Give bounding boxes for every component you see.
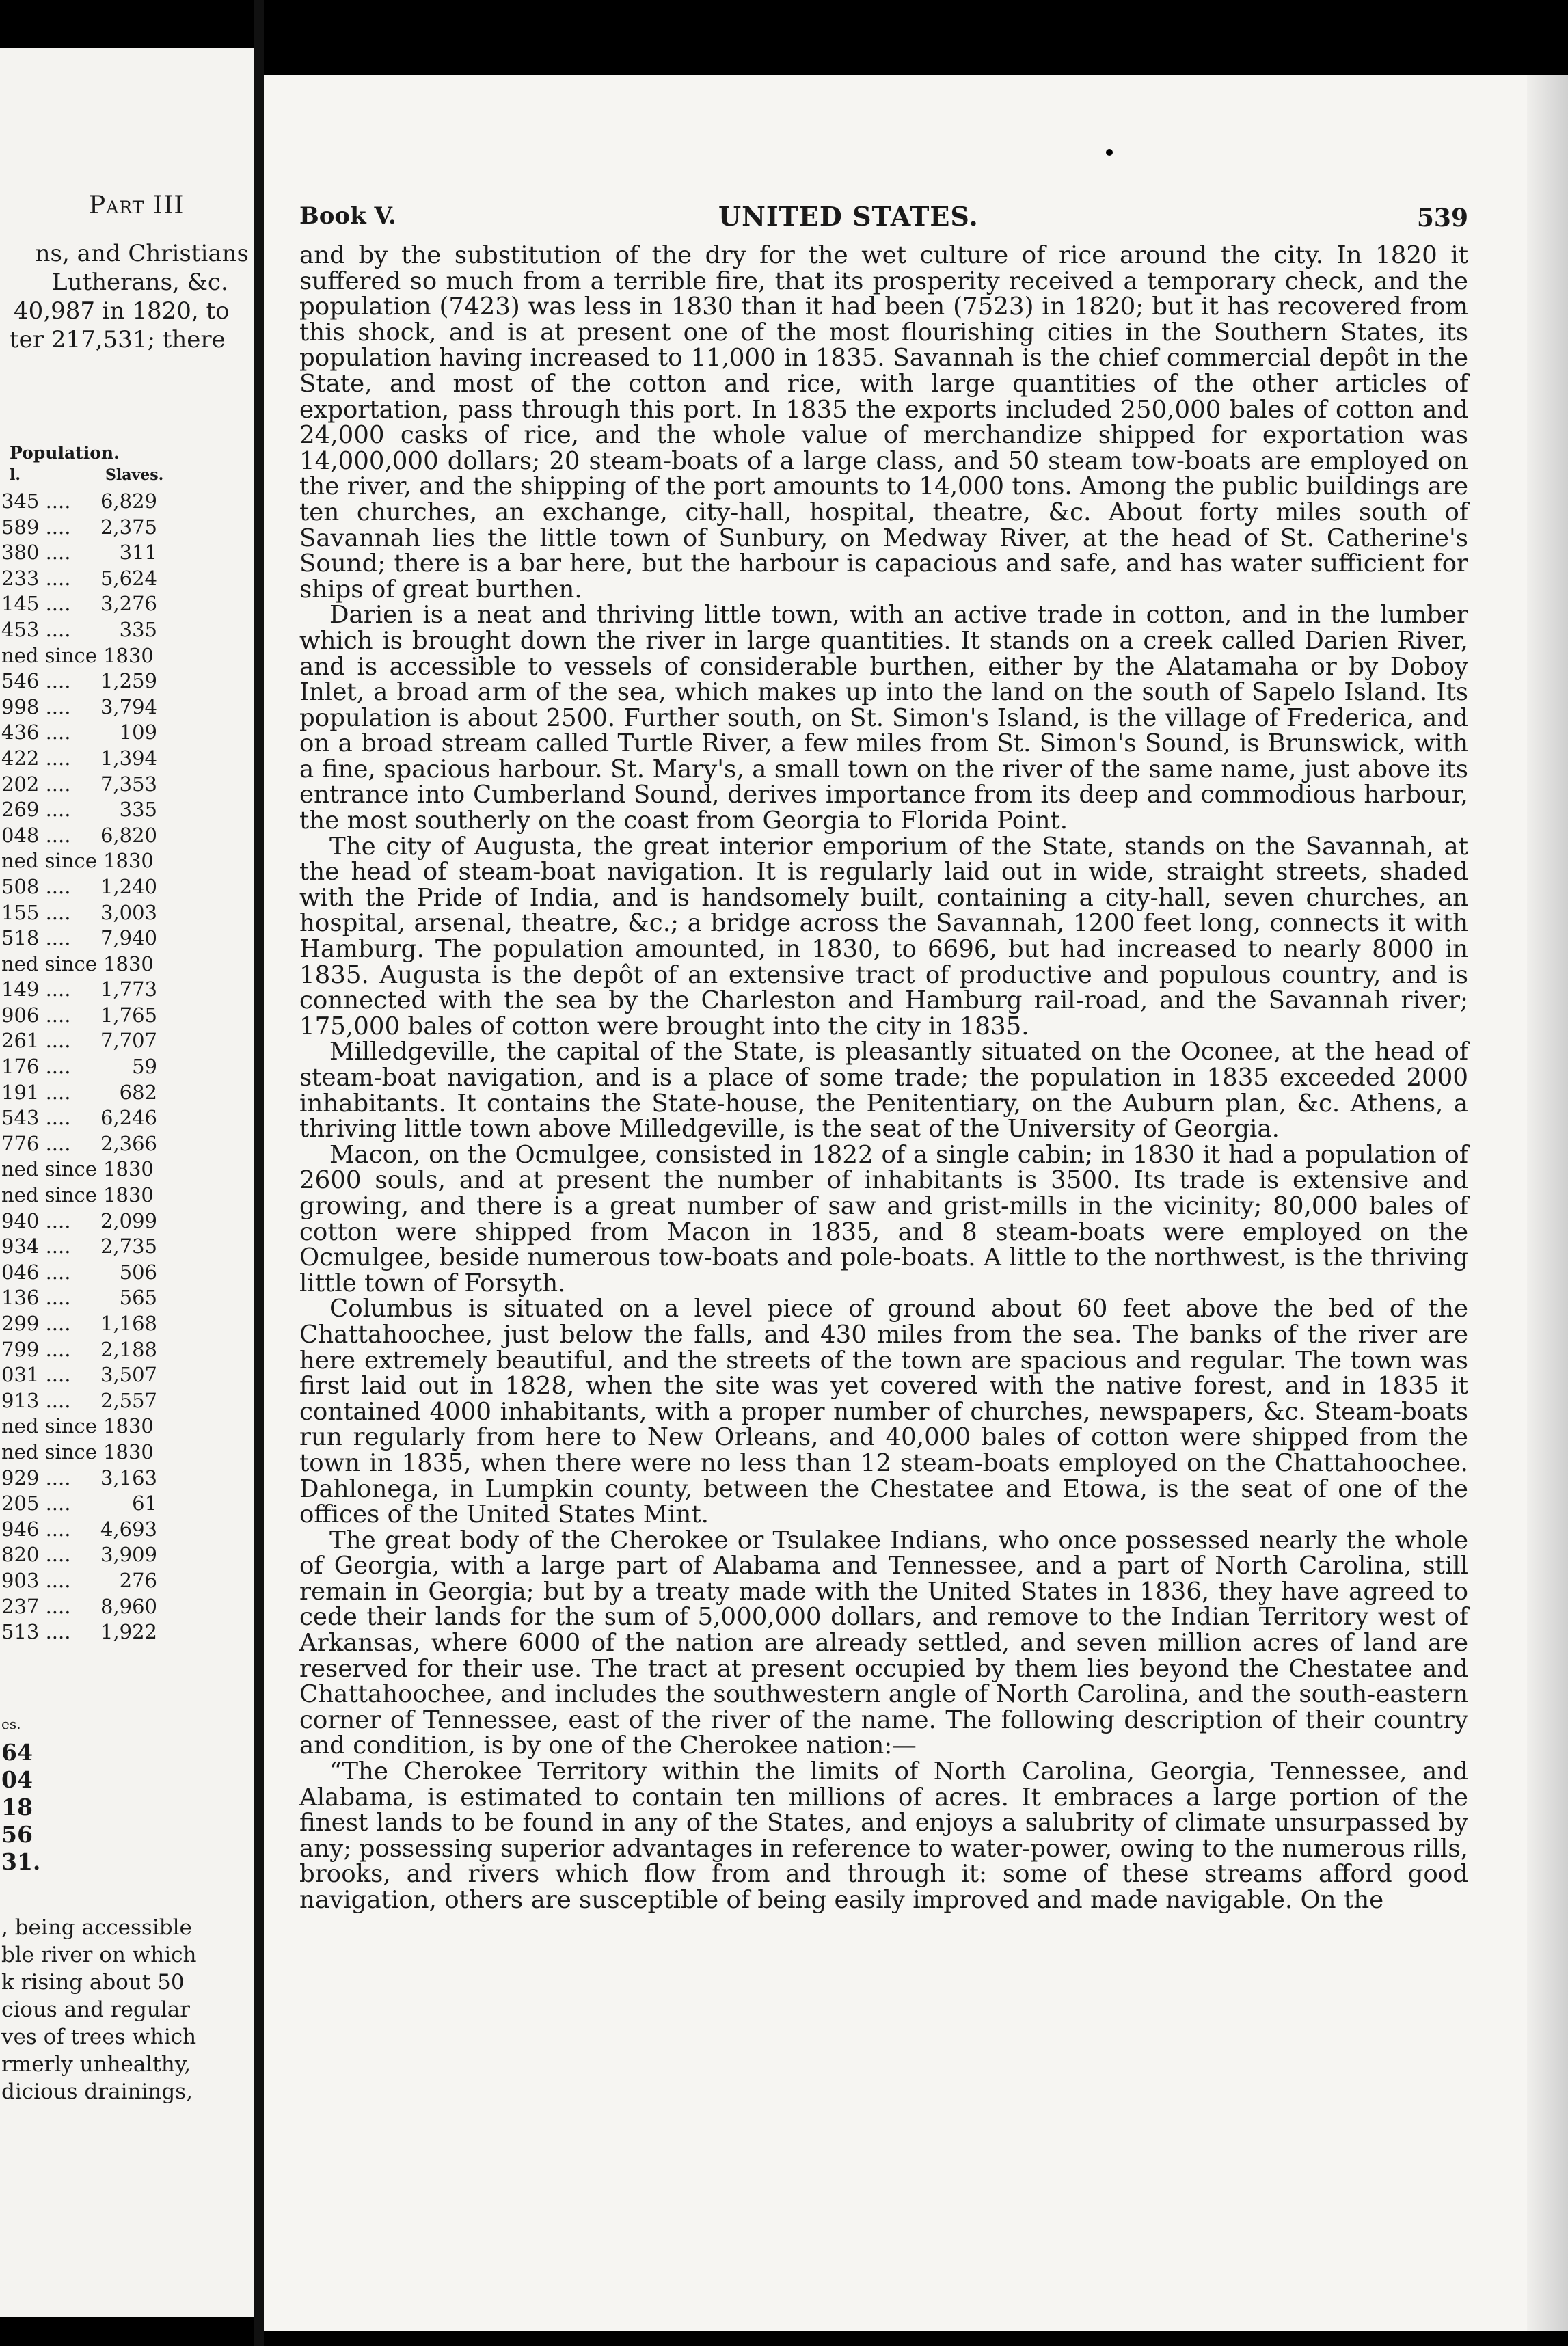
left-intro-line: ns, and Christians: [35, 240, 249, 267]
population-row: [1, 1414, 254, 1440]
population-row-label: 149 ....: [1, 978, 71, 1001]
population-row-label: 136 ....: [1, 1286, 71, 1310]
population-row-slaves: 335: [119, 617, 157, 641]
population-row: [1, 1388, 254, 1414]
population-row: [1, 591, 254, 617]
paragraph: The city of Augusta, the great interior emporium of the State, stands on the Savannah, at the head of steam-boat navigation. It is regularly laid out in wide, straight streets, shaded with the Pride of India, and is handsomely built, containing a city-hall, seven churches, an hospital, arsenal, theatre, &c.; a bridge across the Savannah, 1200 feet long, connects it with Hamburg. The population amounted, in 1830, to 6696, but had increased to nearly 8000 in 1835. Augusta is the depôt of an extensive tract of productive and populous country, and is connected with the sea by the Charleston and Hamburg rail-road, and the Savannah river; 175,000 bales of cotton were brought into the city in 1835.: [299, 832, 1468, 1040]
population-row-slaves: 3,003: [100, 900, 157, 924]
population-row-slaves: 5,624: [100, 566, 157, 590]
population-row-label: 436 ....: [1, 720, 71, 744]
figure-value: 56: [1, 1821, 33, 1848]
population-row-label: 145 ....: [1, 592, 71, 616]
population-row-label: 202 ....: [1, 772, 71, 796]
figure-value: 31.: [1, 1848, 41, 1875]
left-bottom-line: ble river on which: [1, 1943, 197, 1967]
population-row-slaves: 2,735: [100, 1235, 157, 1258]
population-row-label: 422 ....: [1, 746, 71, 770]
paragraph: The great body of the Cherokee or Tsulakee Indians, who once possessed nearly the whole of Georgia, with a large part of Alabama and Tennessee, and a part of North Carolina, still remain in Georgia; but by a treaty made with the United States in 1836, they have agreed to cede their lands for the sum of 5,000,000 dollars, and remove to the Indian Territory west of Arkansas, where 6000 of the nation are already settled, and seven million acres of land are reserved for their use. The tract at present occupied by them lies beyond the Chestatee and Chattahoochee, and includes the southwestern angle of North Carolina, and the south-eastern corner of Tennessee, east of the river of the name. The following description of their country and condition, is by one of the Cherokee nation:—: [299, 1526, 1468, 1760]
population-row-label: 205 ....: [1, 1492, 71, 1515]
population-row-label: 299 ....: [1, 1312, 71, 1335]
population-table-header: [10, 466, 242, 484]
population-row: [1, 977, 254, 1003]
left-intro-line: Lutherans, &c.: [52, 269, 228, 296]
population-row-slaves: 59: [132, 1055, 157, 1079]
population-row: [1, 1491, 254, 1517]
population-row-slaves: 3,276: [100, 592, 157, 616]
population-row: [1, 1183, 254, 1209]
population-row: [1, 1080, 254, 1106]
left-bottom-line: rmerly unhealthy,: [1, 2052, 191, 2077]
population-table: [1, 489, 254, 1645]
population-row-slaves: 4,693: [100, 1517, 157, 1541]
population-row: [1, 1466, 254, 1492]
left-figures: [1, 1716, 40, 1876]
population-row-label: 237 ....: [1, 1594, 71, 1618]
population-row: [1, 1131, 254, 1157]
population-row-label: 518 ....: [1, 926, 71, 950]
population-row-label: 799 ....: [1, 1337, 71, 1361]
population-row: [1, 1362, 254, 1388]
ink-speck: [1106, 149, 1113, 156]
paragraph: Milledgeville, the capital of the State, is pleasantly situated on the Oconee, at the head of steam-boat navigation, and is a place of some trade; the population in 1835 exceeded 2000 inhabitants. It contains the State-house, the Penitentiary, on the Auburn plan, &c. Athens, a thriving little town above Milledgeville, is the seat of the University of Georgia.: [299, 1038, 1468, 1144]
population-row-label: 155 ....: [1, 900, 71, 924]
population-row-slaves: 506: [119, 1260, 157, 1284]
population-row-label: 031 ....: [1, 1363, 71, 1387]
population-row: [1, 1260, 254, 1286]
population-row: [1, 1594, 254, 1620]
population-row: [1, 515, 254, 541]
population-row: [1, 540, 254, 566]
population-row: [1, 823, 254, 849]
population-row-label: 903 ....: [1, 1568, 71, 1592]
population-row: [1, 926, 254, 952]
population-row: [1, 746, 254, 772]
population-row-label: 543 ....: [1, 1106, 71, 1130]
population-row: [1, 617, 254, 643]
book-label: Book V.: [299, 202, 396, 230]
paragraph: “The Cherokee Territory within the limits of North Carolina, Georgia, Tennessee, and Alabama, is estimated to contain ten millions of acres. It embraces a large portion of the finest lands to be found in any of the States, and enjoys a salubrity of climate unsurpassed by any; possessing superior advantages in reference to water-power, owing to the numerous rills, brooks, and rivers which flow from and through it: some of these streams afford good navigation, others are susceptible of being easily improved and made navigable. On the: [299, 1757, 1468, 1914]
population-row: [1, 1234, 254, 1260]
population-row: [1, 720, 254, 746]
population-row: [1, 797, 254, 823]
population-row: [1, 1209, 254, 1235]
header-title: UNITED STATES.: [718, 201, 979, 232]
left-bottom-line: ves of trees which: [1, 2025, 197, 2049]
population-row-label: 589 ....: [1, 515, 71, 539]
main-page: [264, 75, 1568, 2331]
population-row: [1, 1619, 254, 1645]
population-row-slaves: 1,259: [100, 669, 157, 693]
population-row: [1, 874, 254, 900]
population-row: [1, 848, 254, 874]
population-row-label: 929 ....: [1, 1466, 71, 1489]
population-row: [1, 1285, 254, 1311]
population-row-label: 546 ....: [1, 669, 71, 693]
population-row-label: 820 ....: [1, 1543, 71, 1567]
left-bottom-line: cious and regular: [1, 1997, 191, 2022]
population-row-slaves: 565: [119, 1286, 157, 1310]
population-row-slaves: 7,353: [100, 772, 157, 796]
population-row-slaves: 109: [119, 720, 157, 744]
population-row-label: 048 ....: [1, 823, 71, 847]
left-bottom-text: [1, 1914, 254, 2105]
population-row: [1, 1568, 254, 1594]
population-row-label: 191 ....: [1, 1080, 71, 1104]
paragraph: Macon, on the Ocmulgee, consisted in 1822 of a single cabin; in 1830 it had a population of 2600 souls, and at present the number of inhabitants is 3500. Its trade is extensive and growing, and there is a great number of saw and grist-mills in the vicinity; 80,000 bales of cotton were shipped from Macon in 1835, and 8 steam-boats were employed on the Ocmulgee, beside numerous tow-boats and pole-boats. A little to the northwest, is the thriving little town of Forsyth.: [299, 1140, 1468, 1297]
population-row-slaves: 1,394: [100, 746, 157, 770]
population-row-slaves: 6,820: [100, 823, 157, 847]
population-row: [1, 1105, 254, 1131]
population-row-label: 934 ....: [1, 1235, 71, 1258]
population-row-slaves: 3,909: [100, 1543, 157, 1567]
population-row-label: ned since 1830: [1, 1440, 154, 1464]
population-row-slaves: 1,240: [100, 874, 157, 898]
population-row-slaves: 7,707: [100, 1029, 157, 1053]
left-intro-text: [10, 239, 249, 354]
page-number: 539: [1416, 204, 1468, 232]
population-row-slaves: 6,246: [100, 1106, 157, 1130]
population-row-slaves: 1,765: [100, 1003, 157, 1027]
population-row-slaves: 2,375: [100, 515, 157, 539]
population-row-slaves: 61: [132, 1492, 157, 1515]
population-row-slaves: 8,960: [100, 1594, 157, 1618]
population-row-slaves: 1,922: [100, 1620, 157, 1644]
population-row: [1, 1517, 254, 1543]
previous-page-fragment: [0, 48, 254, 2317]
population-row-label: 233 ....: [1, 566, 71, 590]
population-row-slaves: 1,773: [100, 978, 157, 1001]
paragraph: Columbus is situated on a level piece of ground about 60 feet above the bed of the Chattahoochee, just below the falls, and 430 miles from the sea. The banks of the river are here extremely beautiful, and the streets of the town are spacious and regular. The town was first laid out in 1828, when the site was yet covered with the native forest, and in 1835 it contained 4000 inhabitants, with a proper number of churches, newspapers, &c. Steam-boats run regularly from here to New Orleans, and 40,000 bales of cotton were shipped from the town in 1835, when there were no less than 12 steam-boats employed on the Chattahoochee. Dahlonega, in Lumpkin county, between the Chestatee and Etowa, is the seat of one of the offices of the United States Mint.: [299, 1295, 1468, 1529]
figure-value: 04: [1, 1766, 33, 1793]
population-row-label: 176 ....: [1, 1055, 71, 1079]
population-row: [1, 1311, 254, 1337]
left-intro-line: ter 217,531; there: [10, 326, 226, 353]
population-row-label: ned since 1830: [1, 952, 154, 975]
population-row-label: 380 ....: [1, 541, 71, 565]
running-header: [264, 197, 1468, 232]
population-row-label: 513 ....: [1, 1620, 71, 1644]
population-row: [1, 952, 254, 978]
population-row: [1, 643, 254, 669]
population-row-slaves: 3,163: [100, 1466, 157, 1489]
population-row-label: 998 ....: [1, 695, 71, 718]
population-row-slaves: 2,557: [100, 1388, 157, 1412]
population-row: [1, 695, 254, 720]
population-row: [1, 489, 254, 515]
population-row-label: ned since 1830: [1, 849, 154, 873]
population-row-label: ned since 1830: [1, 1414, 154, 1438]
population-row-slaves: 6,829: [100, 489, 157, 513]
population-row-slaves: 1,168: [100, 1312, 157, 1335]
population-row: [1, 1440, 254, 1466]
population-row: [1, 1003, 254, 1029]
population-row-slaves: 311: [119, 541, 157, 565]
population-row: [1, 772, 254, 798]
population-row-label: 261 ....: [1, 1029, 71, 1053]
population-row-slaves: 276: [119, 1568, 157, 1592]
population-row-slaves: 2,099: [100, 1209, 157, 1232]
population-row-slaves: 2,366: [100, 1131, 157, 1155]
population-row-label: 345 ....: [1, 489, 71, 513]
population-row-label: 508 ....: [1, 874, 71, 898]
left-running-header: Part III: [89, 191, 185, 219]
population-row-label: 046 ....: [1, 1260, 71, 1284]
figure-value: 64: [1, 1739, 33, 1766]
population-row-slaves: 3,794: [100, 695, 157, 718]
population-row: [1, 1337, 254, 1363]
population-row-label: 946 ....: [1, 1517, 71, 1541]
population-row: [1, 1157, 254, 1183]
left-bottom-line: k rising about 50: [1, 1970, 185, 1995]
population-row-slaves: 7,940: [100, 926, 157, 950]
left-intro-line: 40,987 in 1820, to: [14, 297, 230, 325]
figures-label: es.: [1, 1716, 21, 1732]
paragraph: Darien is a neat and thriving little town, with an active trade in cotton, and in the lumber which is brought down the river in large quantities. It stands on a creek called Darien River, and is accessible to vessels of considerable burthen, either by the Alatamaha or by Doboy Inlet, a broad arm of the sea, which makes up into the land on the south of Sapelo Island. Its population is about 2500. Further south, on St. Simon's Island, is the village of Frederica, and on a broad stream called Turtle River, a few miles from St. Simon's Sound, is Brunswick, with a fine, spacious harbour. St. Mary's, a small town on the river of the same name, just above its entrance into Cumberland Sound, derives importance from its deep and commodious harbour, the most southerly on the coast from Georgia to Florida Point.: [299, 601, 1468, 835]
left-bottom-line: , being accessible: [1, 1915, 192, 1940]
population-row-slaves: 682: [119, 1080, 157, 1104]
population-row-label: ned since 1830: [1, 1157, 154, 1181]
population-row-slaves: 3,507: [100, 1363, 157, 1387]
population-row: [1, 669, 254, 695]
page-edge-shadow: [1527, 75, 1568, 2331]
population-row-label: 269 ....: [1, 798, 71, 822]
left-bottom-line: dicious drainings,: [1, 2079, 193, 2104]
population-row-slaves: 335: [119, 798, 157, 822]
population-row-label: ned since 1830: [1, 1183, 154, 1207]
population-row-label: 940 ....: [1, 1209, 71, 1232]
column-header-left: l.: [10, 466, 21, 484]
population-row-label: ned since 1830: [1, 643, 154, 667]
population-row-label: 453 ....: [1, 617, 71, 641]
population-row: [1, 1542, 254, 1568]
population-row: [1, 566, 254, 592]
population-row-label: 913 ....: [1, 1388, 71, 1412]
population-table-title: Population.: [10, 443, 120, 463]
paragraph: and by the substitution of the dry for the wet culture of rice around the city. In 1820 it suffered so much from a terrible fire, that its prosperity received a temporary check, and the population (7423) was less in 1830 than it had been (7523) in 1820; but it has recovered from this shock, and is at present one of the most flourishing cities in the Southern States, its population having increased to 11,000 in 1835. Savannah is the chief commercial depôt in the State, and most of the cotton and rice, with large quantities of the other articles of exportation, pass through this port. In 1835 the exports included 250,000 bales of cotton and 24,000 casks of rice, and the whole value of merchandize shipped for exportation was 14,000,000 dollars; 20 steam-boats of a large class, and 50 steam tow-boats are employed on the river, and the shipping of the port amounts to 14,000 tons. Among the public buildings are ten churches, an exchange, city-hall, hospital, theatre, &c. About forty miles south of Savannah lies the little town of Sunbury, on Medway River, at the head of St. Catherine's Sound; there is a bar here, but the harbour is capacious and safe, and has water sufficient for ships of great burthen.: [299, 241, 1468, 604]
body-text: [299, 243, 1468, 1913]
column-header-slaves: Slaves.: [105, 466, 164, 484]
population-row: [1, 1054, 254, 1080]
figure-value: 18: [1, 1794, 33, 1820]
book-gutter: [254, 0, 264, 2346]
population-row-label: 776 ....: [1, 1131, 71, 1155]
population-row-label: 906 ....: [1, 1003, 71, 1027]
population-row-slaves: 2,188: [100, 1337, 157, 1361]
population-row: [1, 900, 254, 926]
population-row: [1, 1028, 254, 1054]
